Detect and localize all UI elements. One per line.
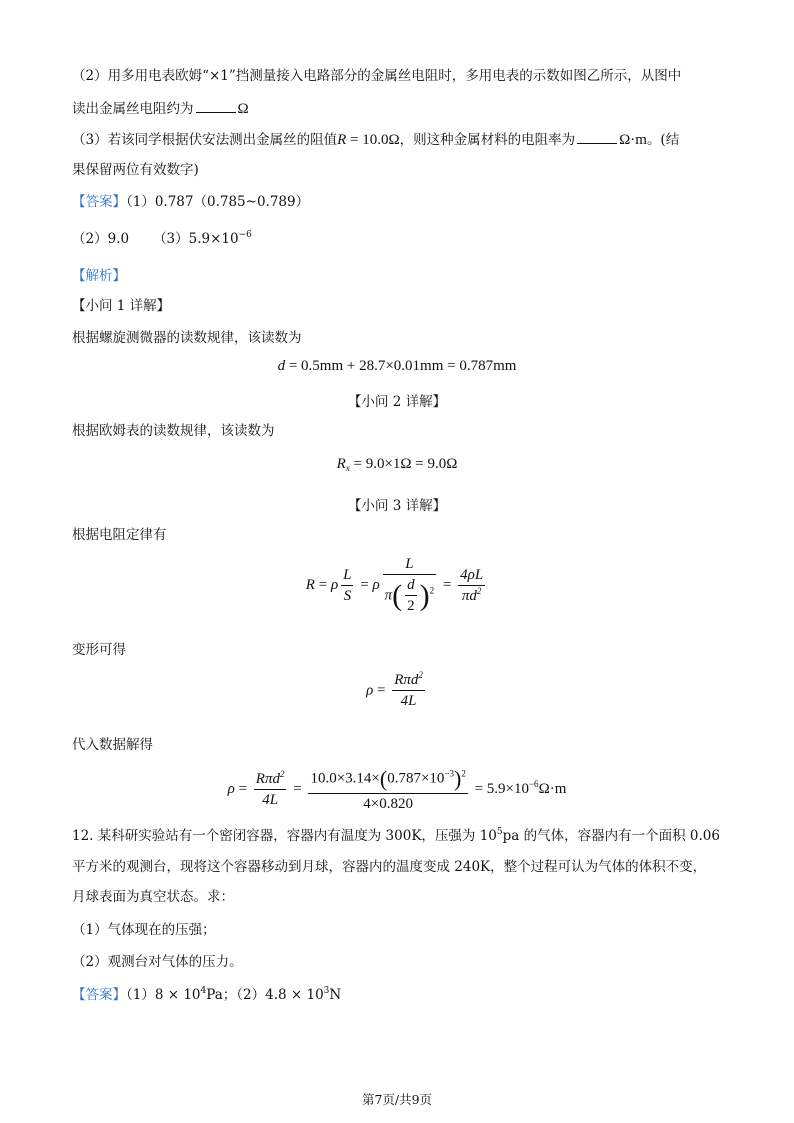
var-rho: ρ — [372, 576, 380, 593]
fraction-symbolic — [254, 768, 287, 809]
equation-4 — [0, 672, 794, 710]
numerator — [308, 766, 467, 794]
result-exponent: −6 — [528, 778, 539, 789]
page-footer: 第7页/共9页 — [361, 1092, 433, 1107]
q11-part2-line1: （2）用多用电表欧姆“×1”挡测量接入电路部分的金属丝电阻时，多用电表的示数如图乙所示，从图中 — [72, 68, 682, 84]
resistance-value: = 10.0Ω — [346, 132, 400, 148]
equation-5 — [0, 766, 794, 813]
exponent: −3 — [444, 768, 454, 779]
q12-text: 12. 某科研实验站有一个密闭容器，容器内有温度为 300K，压强为 10 — [72, 828, 497, 844]
paren-open: ( — [379, 766, 388, 791]
sub3-title: 【小问 3 详解】 — [347, 498, 447, 514]
answer-3-exponent: −6 — [238, 230, 252, 240]
numerator: d — [405, 577, 417, 596]
q11-part3-mid: ，则这种金属材料的电阻率为 — [399, 132, 576, 148]
answer-b-exponent: 3 — [323, 986, 330, 996]
q11-part3-text: （3）若该同学根据伏安法测出金属丝的阻值 — [72, 132, 338, 148]
q12-question-1: （1）气体现在的压强； — [72, 922, 216, 938]
numerator — [392, 672, 425, 691]
denominator — [458, 586, 485, 605]
fraction — [392, 672, 425, 710]
var-R: R — [336, 456, 346, 472]
q12-line2: 平方米的观测台，现将这个容器移动到月球，容器内的温度变成 240K，整个过程可认为气体的体积不变， — [72, 859, 707, 875]
sub2-title: 【小问 2 详解】 — [347, 394, 447, 410]
paren-open: ( — [392, 579, 403, 612]
denominator: 4L — [400, 693, 417, 709]
sub1-text: 根据螺旋测微器的读数规律，该读数为 — [72, 330, 302, 346]
fraction-result — [458, 567, 485, 605]
answer-blank — [196, 99, 236, 113]
answer-tag: 【答案】 — [72, 987, 126, 1003]
q12-text-post: pa 的气体，容器内有一个面积 0.06 — [502, 828, 720, 844]
var-R: R — [305, 576, 315, 593]
answer-2: （2）9.0 — [72, 231, 130, 247]
var-d: d — [277, 358, 286, 374]
resistivity-unit: Ω·m — [619, 132, 647, 148]
numerator: 4ρL — [458, 567, 485, 586]
numerator: L — [383, 556, 437, 575]
answer-tag: 【答案】 — [72, 194, 126, 210]
denominator: 4L — [262, 791, 279, 808]
exponent: 2 — [461, 768, 466, 779]
var-rho: ρ — [366, 682, 374, 699]
equation-2-body: = 9.0×1Ω = 9.0Ω — [349, 456, 458, 472]
q11-part2-text: 读出金属丝电阻约为 — [72, 101, 194, 117]
ohm-unit: Ω — [237, 101, 249, 117]
substitute-text: 代入数据解得 — [72, 737, 153, 753]
q12-line1 — [72, 826, 734, 846]
equation-2 — [0, 456, 794, 473]
q12-question-2: （2）观测台对气体的压力。 — [72, 954, 243, 970]
result-unit: Ω·m — [538, 780, 567, 797]
exponent: 2 — [429, 585, 435, 596]
equation-3 — [0, 556, 794, 615]
numerator-text: Rπd — [255, 770, 280, 787]
numerator: L — [341, 567, 353, 586]
denominator-text: πd — [461, 587, 477, 604]
var-rho: ρ — [227, 780, 235, 797]
sub1-title: 【小问 1 详解】 — [72, 298, 171, 314]
q11-part3-line1 — [72, 130, 734, 150]
q11-part2-line2 — [72, 99, 734, 119]
numerator — [254, 768, 287, 790]
var-R: R — [337, 132, 347, 148]
denominator: 2 — [407, 598, 415, 614]
numerator-text: Rπd — [394, 672, 419, 688]
equals-sign: = — [314, 576, 331, 593]
exponent: 2 — [418, 670, 423, 680]
answer-blank — [577, 130, 617, 144]
exponent: 2 — [476, 585, 482, 596]
q11-answer-line2 — [72, 229, 734, 249]
fraction-L-over-area — [383, 556, 437, 615]
denominator — [383, 575, 437, 615]
answer-a-exponent: 4 — [200, 986, 207, 996]
answer-a: （1）8 × 10 — [126, 987, 201, 1003]
equation-1-body: = 0.5mm + 28.7×0.01mm = 0.787mm — [285, 358, 517, 374]
paren-close: ) — [453, 766, 462, 791]
var-pi: π — [384, 587, 393, 604]
result-value: = 5.9×10 — [470, 780, 529, 797]
denominator: 4×0.820 — [363, 796, 413, 812]
numerator-inner: 0.787×10 — [387, 770, 445, 787]
answer-b: （2）4.8 × 10 — [236, 987, 324, 1003]
analysis-tag: 【解析】 — [72, 268, 126, 284]
paren-close: ) — [419, 579, 430, 612]
q11-answer-line — [72, 192, 734, 212]
answer-b-unit: N — [329, 987, 342, 1003]
q12-answer-line — [72, 985, 734, 1005]
q12-line3: 月球表面为真空状态。求： — [72, 889, 234, 905]
answer-a-unit: Pa； — [206, 987, 237, 1003]
equals-sign: = — [439, 576, 456, 593]
denominator: S — [343, 587, 352, 604]
fraction-d-over-2 — [405, 577, 417, 615]
q11-part3-line2: 果保留两位有效数字) — [72, 162, 199, 178]
equals-sign: = — [373, 682, 390, 699]
fraction-numeric — [308, 766, 467, 813]
sub2-text: 根据欧姆表的读数规律，该读数为 — [72, 423, 275, 439]
numerator-text: 10.0×3.14× — [310, 770, 380, 787]
transform-text: 变形可得 — [72, 642, 126, 658]
subscript-x: x — [345, 463, 350, 473]
equals-sign: = — [234, 780, 251, 797]
exponent: 2 — [279, 768, 285, 779]
answer-3: （3）5.9×10 — [153, 231, 239, 247]
answer-1: （1）0.787（0.785~0.789） — [126, 194, 310, 210]
fraction-L-over-S — [341, 567, 353, 605]
equals-sign: = — [356, 576, 373, 593]
q11-part3-post: 。(结 — [646, 132, 680, 148]
equals-sign: = — [289, 780, 306, 797]
pressure-exponent: 5 — [496, 827, 503, 837]
var-rho: ρ — [330, 576, 339, 593]
sub3-text: 根据电阻定律有 — [72, 527, 167, 543]
equation-1 — [0, 358, 794, 375]
